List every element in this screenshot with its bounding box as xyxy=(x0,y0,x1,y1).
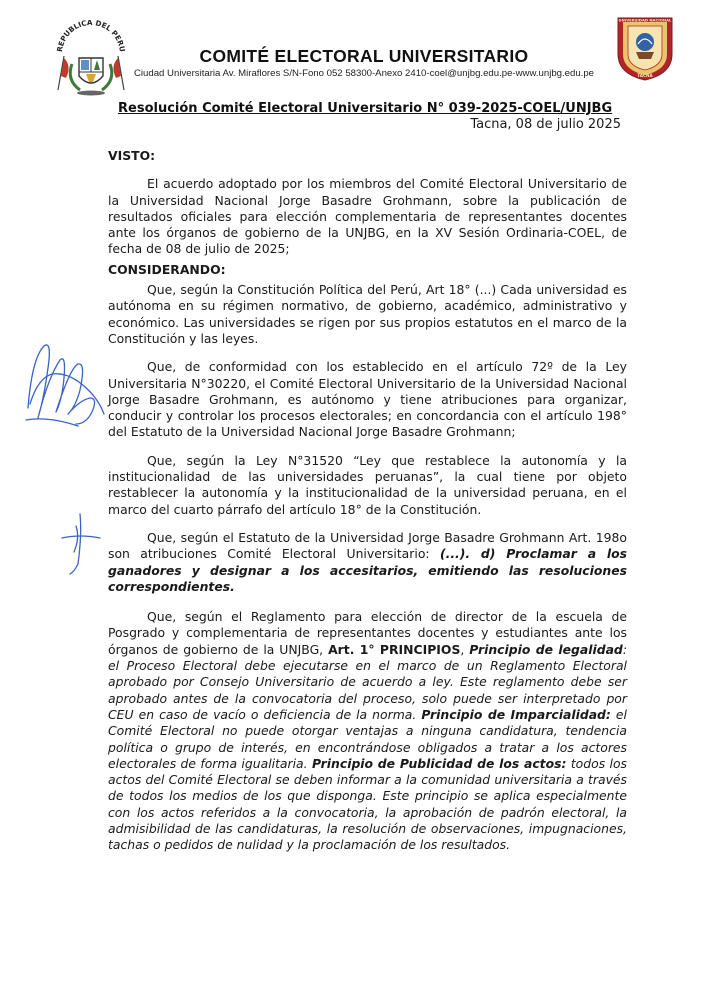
considerando-heading: CONSIDERANDO: xyxy=(108,261,226,277)
considerando-paragraph-5 xyxy=(108,609,627,853)
document-body xyxy=(108,148,627,854)
handwritten-signature xyxy=(18,338,108,578)
svg-text:UNIVERSIDAD NACIONAL: UNIVERSIDAD NACIONAL xyxy=(618,17,672,23)
svg-text:REPUBLICA DEL PERU: REPUBLICA DEL PERU xyxy=(55,20,127,53)
considerando-paragraph-2: Que, de conformidad con los establecido en el artículo 72º de la Ley Universitaria N°30220, el Comité Electoral Universitario de la Universidad Nacional Jorge Basadre Grohmann, es autónomo y tiene atribuciones para organizar, conducir y controlar los procesos electorales; en concordancia con el artículo 198° del Estatuto de la Universidad Nacional Jorge Basadre Grohmann; xyxy=(108,359,627,440)
principle-impartiality-text: el Comité Electoral no puede otorgar ventajas a ninguna candidatura, tendencia política o grupo de interés, en encontrándose obligados a tratar a los actores electorales de forma igualitaria. xyxy=(108,706,627,771)
principle-legality-heading: Principio de legalidad xyxy=(469,641,623,657)
committee-title: COMITÉ ELECTORAL UNIVERSITARIO xyxy=(199,46,529,66)
considerando-paragraph-1: Que, según la Constitución Política del Perú, Art 18° (...) Cada universidad es autónoma en su régimen normativo, de gobierno, académico, administrativo y económico. Las universidades se rigen por sus propios estatutos en el marco de la Constitución y las leyes. xyxy=(108,282,627,346)
visto-paragraph: El acuerdo adoptado por los miembros del Comité Electoral Universitario de la Universidad Nacional Jorge Basadre Grohmann, sobre la publicación de resultados oficiales para elección complementaria de representantes docentes ante los órganos de gobierno de la UNJBG, en la XV Sesión Ordinaria-COEL, de fecha de 08 de julio de 2025; xyxy=(108,176,627,257)
visto-heading: VISTO: xyxy=(108,148,156,163)
peru-coat-of-arms-seal xyxy=(52,20,130,98)
paragraph-4-emphasis: (...). d) Proclamar a los ganadores y designar a los accesitarios, emitiendo las resoluciones correspondientes. xyxy=(108,546,627,594)
university-emblem-seal xyxy=(614,12,676,82)
paragraph-5-separator: , xyxy=(460,641,470,657)
article-1-principles: Art. 1° PRINCIPIOS xyxy=(328,641,461,657)
principle-publicity-heading: Principio de Publicidad de los actos: xyxy=(311,755,567,771)
principle-legality-text: : el Proceso Electoral debe ejecutarse en el marco de un Reglamento Electoral aprobado por Consejo Universitario de acuerdo a ley. Este reglamento debe ser aprobado antes de la convocatoria del proceso, solo puede ser interpretado por CEU en caso de vacío o deficiencia de la norma. xyxy=(108,641,627,722)
principle-publicity-text: todos los actos del Comité Electoral se deben informar a la comunidad universitaria a través de todos los medios de los que disponga. Este principio se aplica especialmente con los actos referidos a la convocatoria, la aprobación de padrón electoral, la admisibilidad de las candidaturas, la resolución de observaciones, impugnaciones, tachas o pedidos de nulidad y la proclamación de los resultados. xyxy=(108,755,628,853)
committee-contact-line: Ciudad Universitaria Av. Miraflores S/N-Fono 052 58300-Anexo 2410-coel@unjbg.edu.pe-www.unjbg.edu.pe xyxy=(133,68,595,79)
considerando-paragraph-3: Que, según la Ley N°31520 “Ley que restablece la autonomía y la institucionalidad de las universidades peruanas”, la cual tiene por objeto restablecer la autonomía y la institucionalidad de la universidad peruana, en el marco del cuarto párrafo del artículo 18° de la Constitución. xyxy=(108,452,627,517)
svg-text:TACNA: TACNA xyxy=(637,73,653,78)
paragraph-4-text: Que, según el Estatuto de la Universidad Jorge Basadre Grohmann Art. 198o son atribuciones Comité Electoral Universitario: xyxy=(108,529,627,562)
resolution-date: Tacna, 08 de julio 2025 xyxy=(470,117,621,132)
paragraph-5-intro: Que, según el Reglamento para elección de director de la escuela de Posgrado y complementaria de representantes docentes y estudiantes ante los órganos de gobierno de la UNJBG, xyxy=(108,609,627,657)
resolution-title: Resolución Comité Electoral Universitario N° 039-2025-COEL/UNJBG xyxy=(118,101,613,116)
principle-impartiality-heading: Principio de Imparcialidad: xyxy=(421,706,611,722)
considerando-paragraph-4 xyxy=(108,530,627,595)
